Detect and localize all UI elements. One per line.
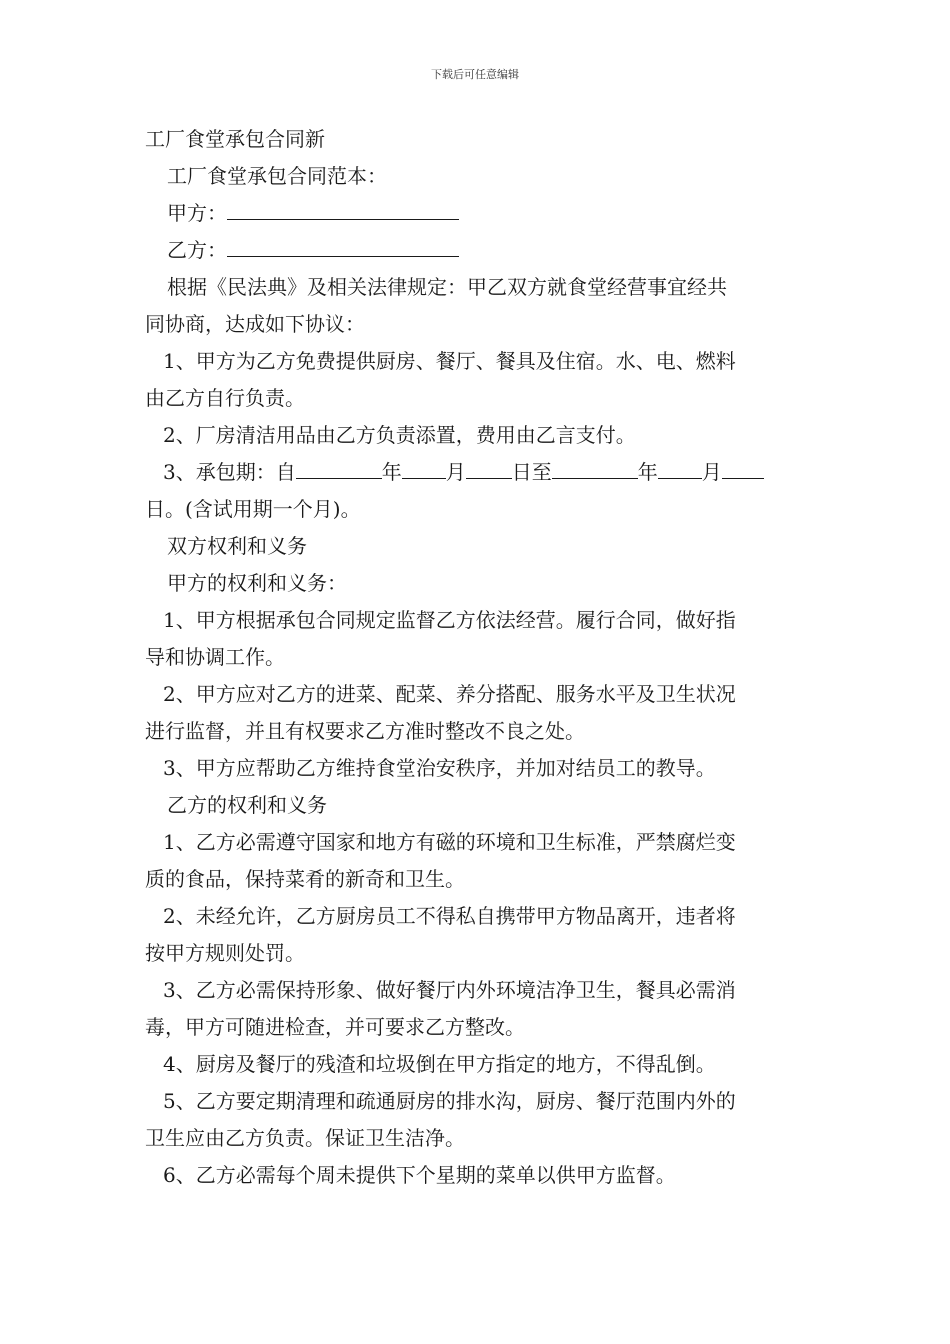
a-clause-3: 3、甲方应帮助乙方维持食堂治安秩序，并加对结员工的教导。 — [163, 756, 716, 780]
header-note: 下载后可任意编辑 — [431, 68, 519, 81]
a-clause-2-line-1: 2、甲方应对乙方的进菜、配菜、养分搭配、服务水平及卫生状况 — [163, 682, 736, 706]
intro-line-1: 根据《民法典》及相关法律规定：甲乙双方就食堂经营事宜经共 — [167, 275, 727, 299]
party-b-line — [145, 232, 810, 269]
doc-title: 工厂食堂承包合同新 — [145, 127, 325, 151]
clause-3-prefix: 3、承包期：自 — [163, 460, 296, 484]
b-clause-1-line-2: 质的食品，保持菜肴的新奇和卫生。 — [145, 867, 465, 891]
clause-3-day-1: 日至 — [511, 460, 552, 484]
clause-3-month-2: 月 — [701, 460, 722, 484]
clause-1-line-2: 由乙方自行负责。 — [145, 386, 305, 410]
b-clause-2-line-1: 2、未经允许，乙方厨房员工不得私自携带甲方物品离开，违者将 — [163, 904, 736, 928]
a-clause-1-line-1: 1、甲方根据承包合同规定监督乙方依法经营。履行合同，做好指 — [163, 608, 736, 632]
clause-3-line-1 — [145, 454, 810, 491]
a-clause-2-line-2: 进行监督，并且有权要求乙方准时整改不良之处。 — [145, 719, 585, 743]
clause-1-line-1: 1、甲方为乙方免费提供厨房、餐厅、餐具及住宿。水、电、燃料 — [163, 349, 736, 373]
rights-title: 双方权利和义务 — [167, 534, 307, 558]
b-clause-1-line-1: 1、乙方必需遵守国家和地方有磁的环境和卫生标准，严禁腐烂变 — [163, 830, 736, 854]
doc-subtitle: 工厂食堂承包合同范本： — [167, 164, 387, 188]
b-clause-5-line-2: 卫生应由乙方负责。保证卫生洁净。 — [145, 1126, 465, 1150]
b-clause-5-line-1: 5、乙方要定期清理和疏通厨房的排水沟，厨房、餐厅范围内外的 — [163, 1089, 736, 1113]
party-a-rights-title: 甲方的权利和义务： — [167, 571, 347, 595]
b-clause-6: 6、乙方必需每个周未提供下个星期的菜单以供甲方监督。 — [163, 1163, 676, 1187]
party-b-label: 乙方： — [167, 238, 227, 262]
party-a-line — [145, 195, 810, 232]
end-day-blank — [722, 456, 764, 479]
clause-3-line-2: 日。(含试用期一个月)。 — [145, 497, 361, 521]
party-b-rights-title: 乙方的权利和义务 — [167, 793, 327, 817]
b-clause-3-line-2: 毒，甲方可随进检查，并可要求乙方整改。 — [145, 1015, 525, 1039]
party-a-blank — [227, 197, 459, 220]
start-year-blank — [296, 456, 382, 479]
document-body — [145, 121, 810, 1194]
clause-3-year-1: 年 — [381, 460, 402, 484]
party-b-blank — [227, 234, 459, 257]
clause-2: 2、厂房清洁用品由乙方负责添置，费用由乙言支付。 — [163, 423, 636, 447]
start-day-blank — [466, 456, 512, 479]
party-a-label: 甲方： — [167, 201, 227, 225]
clause-3-month-1: 月 — [445, 460, 466, 484]
a-clause-1-line-2: 导和协调工作。 — [145, 645, 285, 669]
b-clause-2-line-2: 按甲方规则处罚。 — [145, 941, 305, 965]
clause-3-year-2: 年 — [637, 460, 658, 484]
end-year-blank — [552, 456, 638, 479]
b-clause-4: 4、厨房及餐厅的残渣和垃圾倒在甲方指定的地方，不得乱倒。 — [163, 1052, 716, 1076]
start-month-blank — [402, 456, 446, 479]
end-month-blank — [658, 456, 702, 479]
b-clause-3-line-1: 3、乙方必需保持形象、做好餐厅内外环境洁净卫生，餐具必需消 — [163, 978, 736, 1002]
intro-line-2: 同协商，达成如下协议： — [145, 312, 365, 336]
